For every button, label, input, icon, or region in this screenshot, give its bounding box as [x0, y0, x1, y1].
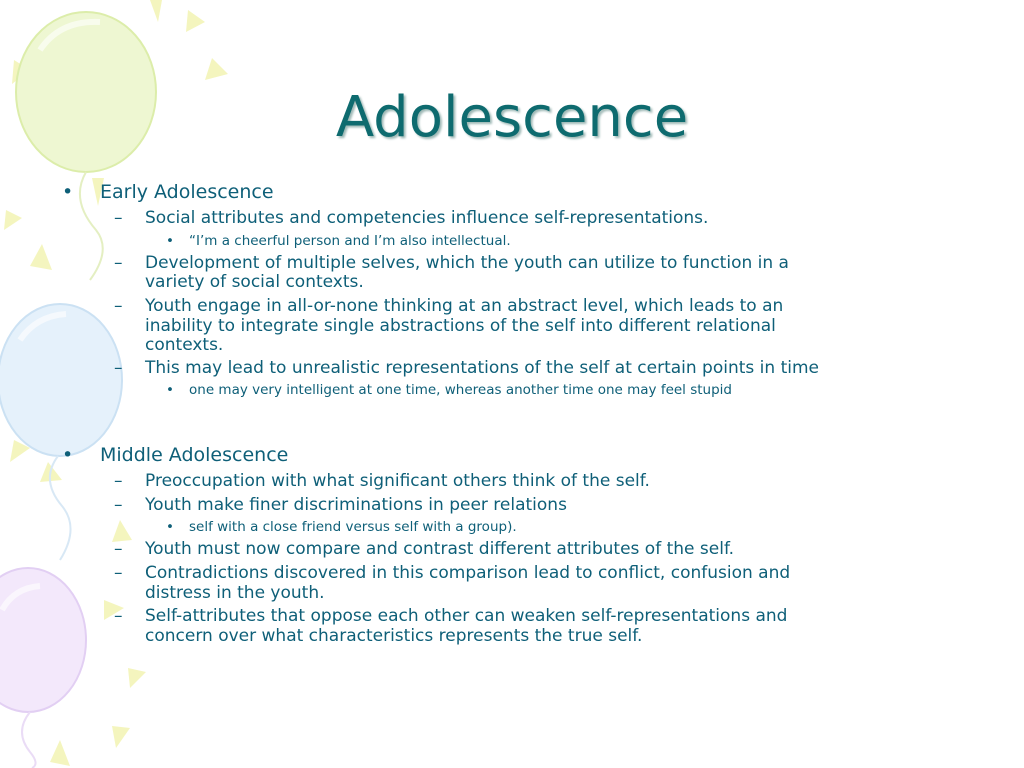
- sub-list-item: “I’m a cheerful person and I’m also intellectual.: [189, 233, 511, 249]
- list-item-line: contexts.: [145, 335, 224, 355]
- blue-balloon: [0, 304, 122, 560]
- list-item: Youth make finer discriminations in peer relations: [145, 495, 567, 515]
- sub-list-item: one may very intelligent at one time, whereas another time one may feel stupid: [189, 382, 732, 398]
- level1-bullet: •: [62, 444, 74, 466]
- section-heading: Early Adolescence: [100, 181, 274, 203]
- slide-title: Adolescence: [335, 85, 689, 150]
- purple-balloon: [0, 568, 86, 768]
- level3-bullet: •: [166, 382, 174, 398]
- level2-dash: –: [114, 539, 123, 559]
- list-item: Preoccupation with what significant others think of the self.: [145, 471, 650, 491]
- level1-bullet: •: [62, 181, 74, 203]
- sub-list-item: self with a close friend versus self with a group).: [189, 519, 517, 535]
- level2-dash: –: [114, 296, 123, 316]
- list-item: Youth must now compare and contrast different attributes of the self.: [145, 539, 735, 559]
- list-item-line: concern over what characteristics represents the true self.: [145, 626, 643, 646]
- level2-dash: –: [114, 563, 123, 583]
- list-item: This may lead to unrealistic representations of the self at certain points in time: [145, 358, 819, 378]
- level3-bullet: •: [166, 233, 174, 249]
- level2-dash: –: [114, 253, 123, 273]
- level2-dash: –: [114, 471, 123, 491]
- level3-bullet: •: [166, 519, 174, 535]
- list-item-line: Development of multiple selves, which the youth can utilize to function in a: [145, 253, 789, 273]
- level2-dash: –: [114, 358, 123, 378]
- level2-dash: –: [114, 208, 123, 228]
- level2-dash: –: [114, 495, 123, 515]
- list-item-line: Youth engage in all-or-none thinking at an abstract level, which leads to an: [145, 296, 784, 316]
- list-item-line: Self-attributes that oppose each other can weaken self-representations and: [145, 606, 788, 626]
- list-item-line: Contradictions discovered in this comparison lead to conflict, confusion and: [145, 563, 791, 583]
- section-heading: Middle Adolescence: [100, 444, 289, 466]
- list-item-line: distress in the youth.: [145, 583, 325, 603]
- list-item-line: inability to integrate single abstractions of the self into different relational: [145, 316, 776, 336]
- list-item: Social attributes and competencies influence self-representations.: [145, 208, 709, 228]
- level2-dash: –: [114, 606, 123, 626]
- list-item-line: variety of social contexts.: [145, 272, 364, 292]
